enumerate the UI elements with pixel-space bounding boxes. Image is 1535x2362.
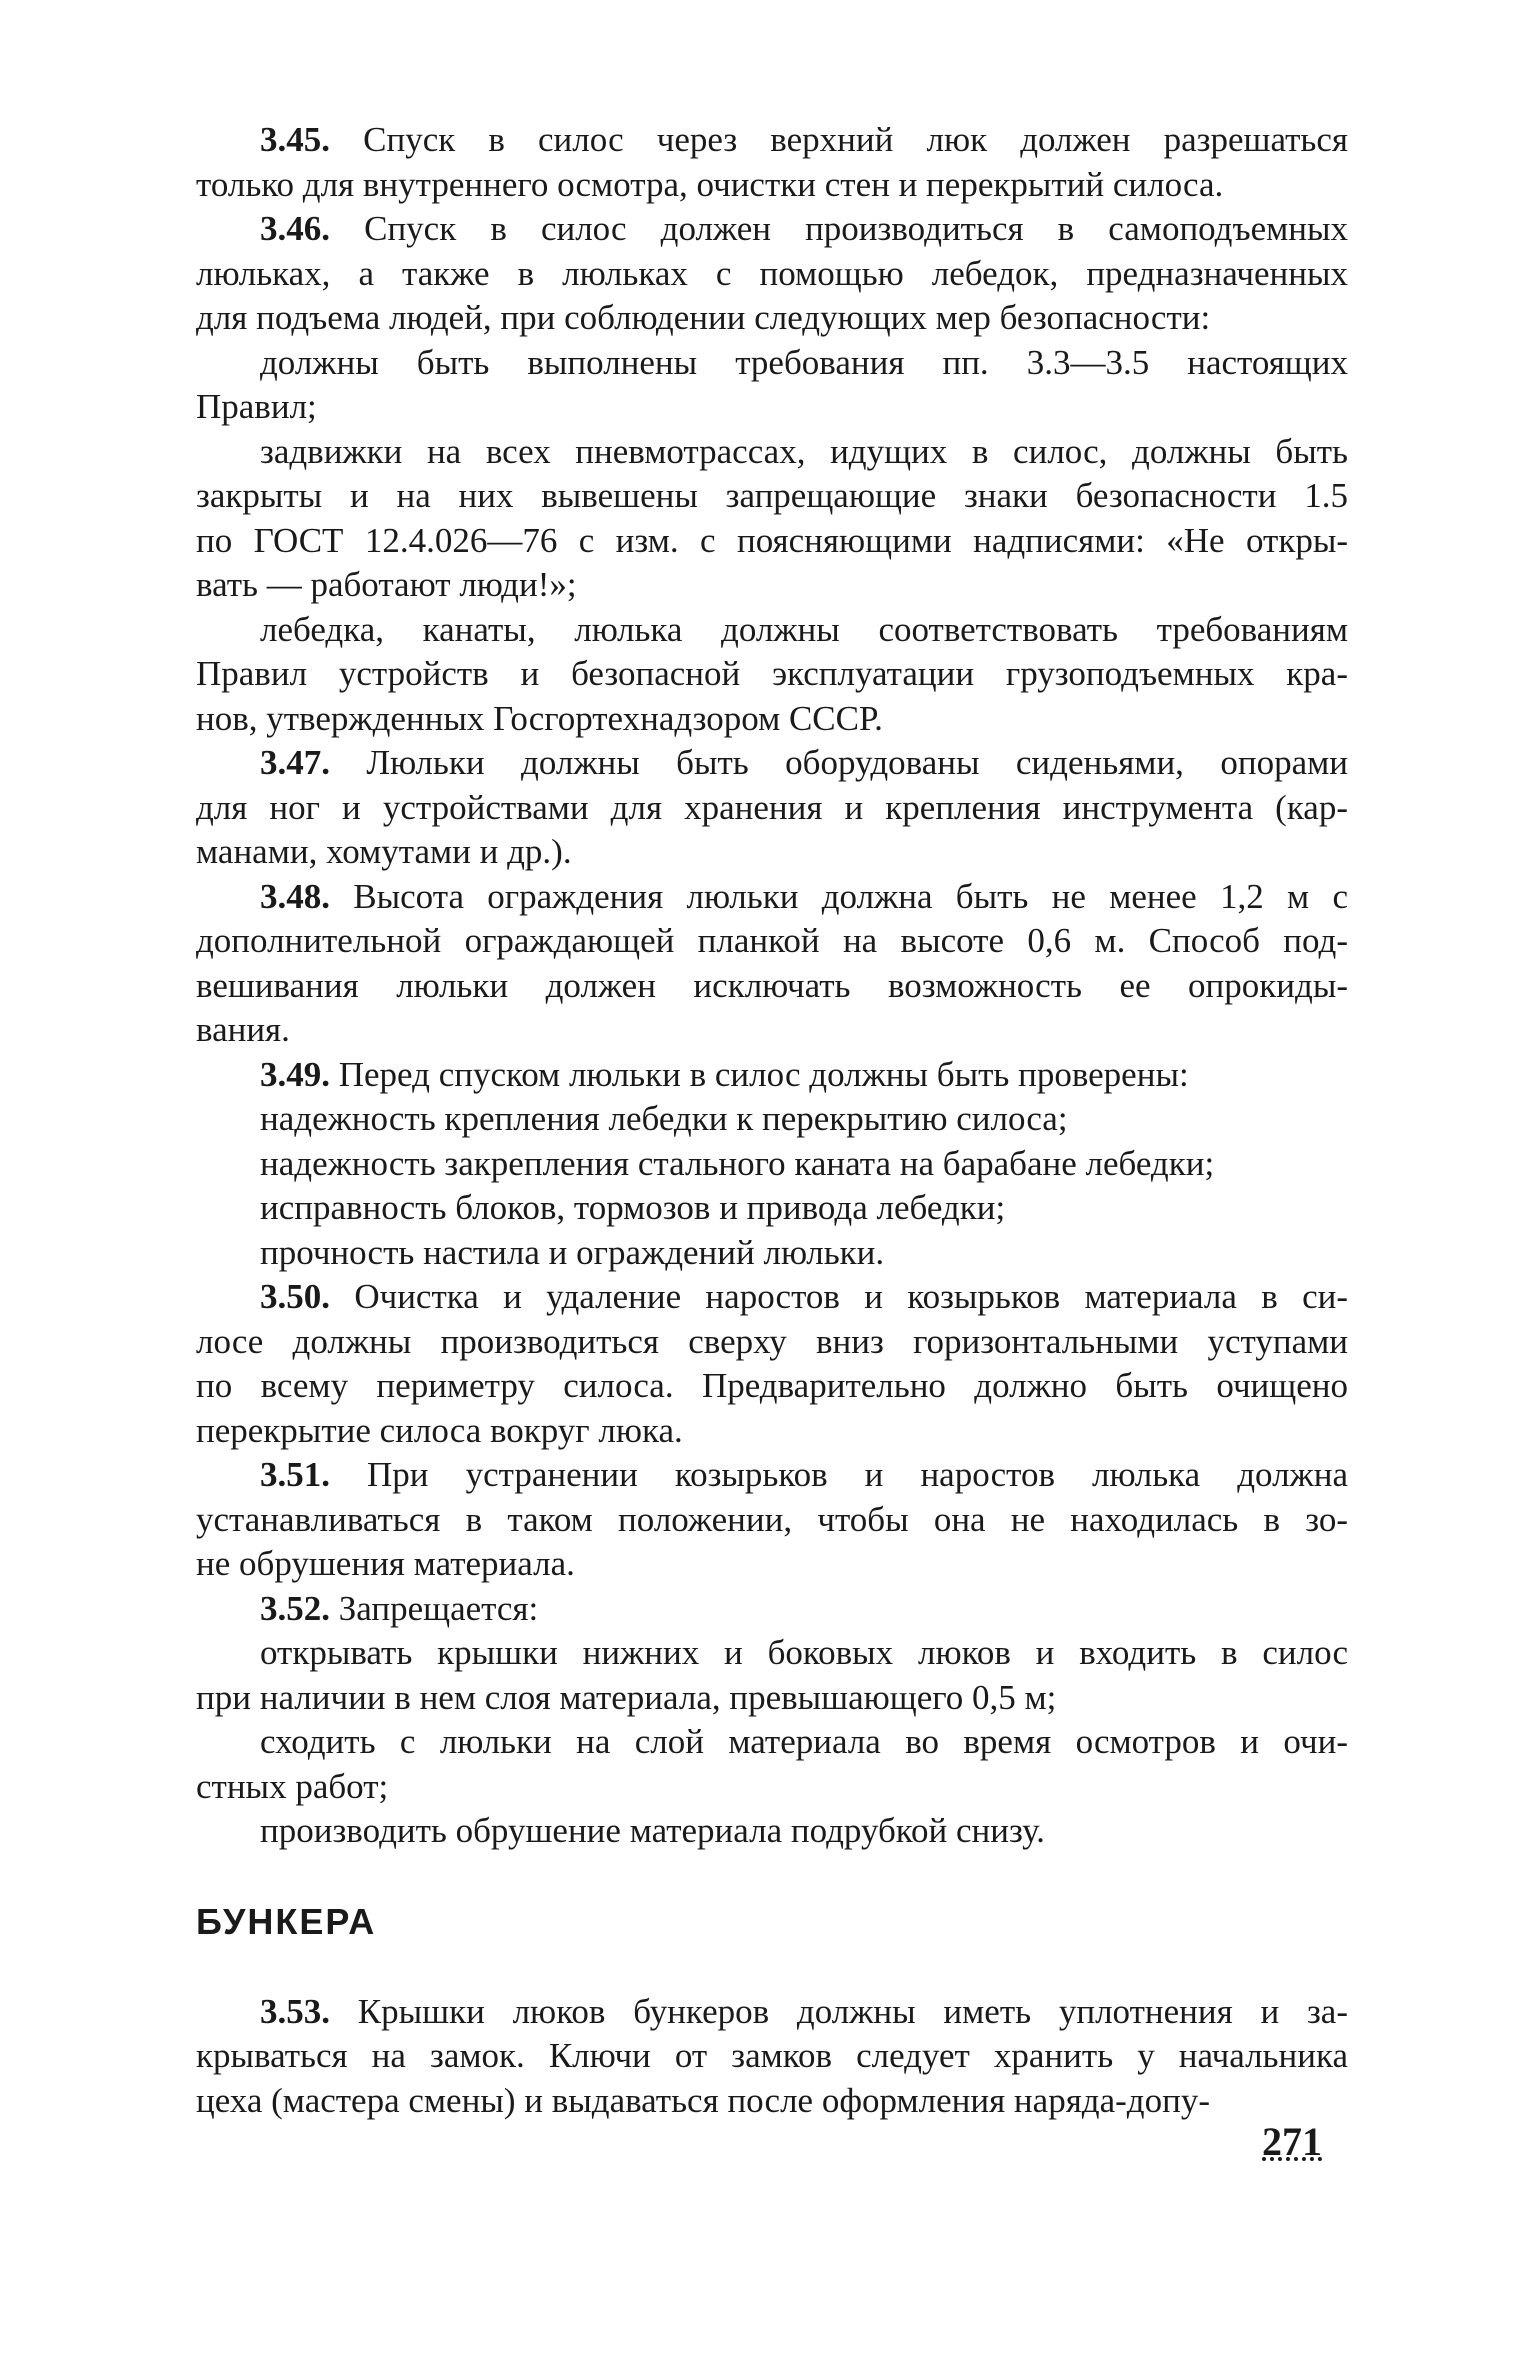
paragraph-p3-46-a bbox=[196, 341, 1348, 430]
paragraph-p3-49-b bbox=[196, 1142, 1348, 1187]
text-line bbox=[196, 1231, 1348, 1276]
paragraph-p3-51 bbox=[196, 1453, 1348, 1587]
text-line bbox=[196, 1186, 1348, 1231]
line-text: дополнительной ограждающей планкой на высоте 0,6 м. Способ под- bbox=[196, 921, 1348, 960]
paragraph-p3-45 bbox=[196, 118, 1348, 207]
text-line bbox=[196, 1809, 1348, 1854]
paragraph-p3-52 bbox=[196, 1587, 1348, 1632]
line-text: лосе должны производиться сверху вниз горизонтальными уступами bbox=[196, 1321, 1348, 1361]
paragraph-p3-50 bbox=[196, 1275, 1348, 1453]
text-line bbox=[196, 964, 1348, 1009]
line-text: не обрушения материала. bbox=[196, 1544, 575, 1583]
line-text: При устранении козырьков и наростов люлька должна bbox=[330, 1455, 1348, 1494]
line-text: надежность крепления лебедки к перекрытию силоса; bbox=[260, 1099, 1068, 1138]
text-line bbox=[196, 252, 1348, 297]
paragraph-number: 3.52. bbox=[260, 1588, 330, 1628]
text-line bbox=[196, 1142, 1348, 1187]
line-text: Спуск в силос должен производиться в самоподъемных bbox=[330, 209, 1348, 248]
paragraph-p3-52-c bbox=[196, 1809, 1348, 1854]
paragraph-number: 3.51. bbox=[260, 1455, 330, 1494]
text-line bbox=[196, 1765, 1348, 1810]
text-line bbox=[196, 875, 1348, 920]
page-body bbox=[196, 118, 1348, 2123]
line-text: Крышки люков бункеров должны иметь уплотнения и за- bbox=[330, 1991, 1348, 2031]
paragraph-p3-46-c bbox=[196, 608, 1348, 742]
line-text: только для внутреннего осмотра, очистки стен и перекрытий силоса. bbox=[196, 164, 1224, 204]
line-text: для подъема людей, при соблюдении следующих мер безопасности: bbox=[196, 298, 1211, 337]
text-line bbox=[196, 163, 1348, 208]
line-text: прочность настила и ограждений люльки. bbox=[260, 1232, 885, 1272]
line-text: устанавливаться в таком положении, чтобы она не находилась в зо- bbox=[196, 1499, 1348, 1539]
text-line bbox=[196, 1364, 1348, 1409]
section-heading: БУНКЕРА bbox=[196, 1900, 377, 1942]
line-text: при наличии в нем слоя материала, превышающего 0,5 м; bbox=[196, 1677, 1057, 1717]
line-text: Высота ограждения люльки должна быть не менее 1,2 м с bbox=[330, 876, 1348, 916]
paragraph-p3-46 bbox=[196, 207, 1348, 341]
text-line bbox=[196, 1720, 1348, 1765]
paragraph-p3-49-a bbox=[196, 1097, 1348, 1142]
text-line bbox=[196, 741, 1348, 786]
text-line bbox=[196, 697, 1348, 742]
line-text: Правил; bbox=[196, 387, 317, 426]
text-line bbox=[196, 652, 1348, 697]
sections-after-heading bbox=[196, 1990, 1348, 2124]
text-line bbox=[196, 341, 1348, 386]
text-line bbox=[196, 1631, 1348, 1676]
paragraph-number: 3.47. bbox=[260, 743, 330, 782]
text-line bbox=[196, 1053, 1348, 1098]
line-text: люльках, а также в люльках с помощью лебедок, предназначенных bbox=[196, 253, 1348, 293]
text-line bbox=[196, 296, 1348, 341]
paragraph-p3-53 bbox=[196, 1990, 1348, 2124]
line-text: закрыты и на них вывешены запрещающие знаки безопасности 1.5 bbox=[196, 476, 1348, 515]
line-text: Очистка и удаление наростов и козырьков материала в си- bbox=[330, 1277, 1348, 1316]
text-line bbox=[196, 2034, 1348, 2079]
text-line bbox=[196, 1453, 1348, 1498]
paragraph-p3-48 bbox=[196, 875, 1348, 1053]
line-text: Правил устройств и безопасной эксплуатации грузоподъемных кра- bbox=[196, 654, 1348, 693]
paragraph-number: 3.49. bbox=[260, 1054, 330, 1094]
line-text: задвижки на всех пневмотрассах, идущих в силос, должны быть bbox=[260, 431, 1348, 471]
line-text: крываться на замок. Ключи от замков следует хранить у начальника bbox=[196, 2036, 1348, 2075]
text-line bbox=[196, 1008, 1348, 1053]
paragraph-p3-47 bbox=[196, 741, 1348, 875]
line-text: цеха (мастера смены) и выдаваться после оформления наряда-допу- bbox=[196, 2080, 1210, 2120]
paragraph-p3-49-c bbox=[196, 1186, 1348, 1231]
line-text: должны быть выполнены требования пп. 3.3—3.5 настоящих bbox=[260, 342, 1348, 382]
text-line bbox=[196, 2079, 1348, 2124]
text-line bbox=[196, 786, 1348, 831]
line-text: манами, хомутами и др.). bbox=[196, 832, 572, 871]
line-text: открывать крышки нижних и боковых люков и входить в силос bbox=[260, 1633, 1348, 1672]
line-text: производить обрушение материала подрубкой снизу. bbox=[260, 1811, 1045, 1850]
text-line bbox=[196, 1409, 1348, 1454]
line-text: по ГОСТ 12.4.026—76 с изм. с поясняющими надписями: «Не откры- bbox=[196, 520, 1348, 560]
text-line bbox=[196, 1587, 1348, 1632]
text-line bbox=[196, 1542, 1348, 1587]
text-line bbox=[196, 1275, 1348, 1320]
text-line bbox=[196, 608, 1348, 653]
paragraph-number: 3.48. bbox=[260, 876, 330, 916]
paragraph-number: 3.46. bbox=[260, 209, 330, 248]
paragraph-number: 3.45. bbox=[260, 120, 330, 159]
line-text: по всему периметру силоса. Предварительно должно быть очищено bbox=[196, 1366, 1348, 1405]
text-line bbox=[196, 519, 1348, 564]
line-text: сходить с люльки на слой материала во время осмотров и очи- bbox=[260, 1722, 1348, 1761]
paragraph-p3-46-b bbox=[196, 430, 1348, 608]
line-text: вешивания люльки должен исключать возможность ее опрокиды- bbox=[196, 965, 1348, 1005]
line-text: нов, утвержденных Госгортехнадзором СССР. bbox=[196, 698, 883, 738]
text-line bbox=[196, 385, 1348, 430]
line-text: лебедка, канаты, люлька должны соответствовать требованиям bbox=[260, 609, 1348, 649]
line-text: стных работ; bbox=[196, 1766, 389, 1806]
sections-before-heading bbox=[196, 118, 1348, 1854]
line-text: исправность блоков, тормозов и привода лебедки; bbox=[260, 1188, 1006, 1227]
line-text: Запрещается: bbox=[330, 1588, 539, 1628]
line-text: для ног и устройствами для хранения и крепления инструмента (кар- bbox=[196, 787, 1348, 827]
text-line bbox=[196, 919, 1348, 964]
line-text: вания. bbox=[196, 1010, 290, 1049]
line-text: перекрытие силоса вокруг люка. bbox=[196, 1410, 683, 1450]
text-line bbox=[196, 830, 1348, 875]
text-line bbox=[196, 474, 1348, 519]
paragraph-p3-52-b bbox=[196, 1720, 1348, 1809]
text-line bbox=[196, 563, 1348, 608]
text-line bbox=[196, 207, 1348, 252]
text-line bbox=[196, 1498, 1348, 1543]
paragraph-p3-49 bbox=[196, 1053, 1348, 1098]
line-text: надежность закрепления стального каната на барабане лебедки; bbox=[260, 1143, 1215, 1183]
paragraph-p3-52-a bbox=[196, 1631, 1348, 1720]
line-text: Перед спуском люльки в силос должны быть проверены: bbox=[330, 1054, 1189, 1094]
page-number: 271 bbox=[1262, 2119, 1322, 2164]
line-text: Спуск в силос через верхний люк должен разрешаться bbox=[330, 120, 1348, 159]
text-line bbox=[196, 1097, 1348, 1142]
text-line bbox=[196, 1676, 1348, 1721]
text-line bbox=[196, 1320, 1348, 1365]
line-text: Люльки должны быть оборудованы сиденьями, опорами bbox=[330, 743, 1348, 782]
paragraph-number: 3.50. bbox=[260, 1277, 330, 1316]
text-line bbox=[196, 1990, 1348, 2035]
text-line bbox=[196, 430, 1348, 475]
paragraph-number: 3.53. bbox=[260, 1991, 330, 2031]
text-line bbox=[196, 118, 1348, 163]
paragraph-p3-49-d bbox=[196, 1231, 1348, 1276]
line-text: вать — работают люди!»; bbox=[196, 565, 577, 604]
